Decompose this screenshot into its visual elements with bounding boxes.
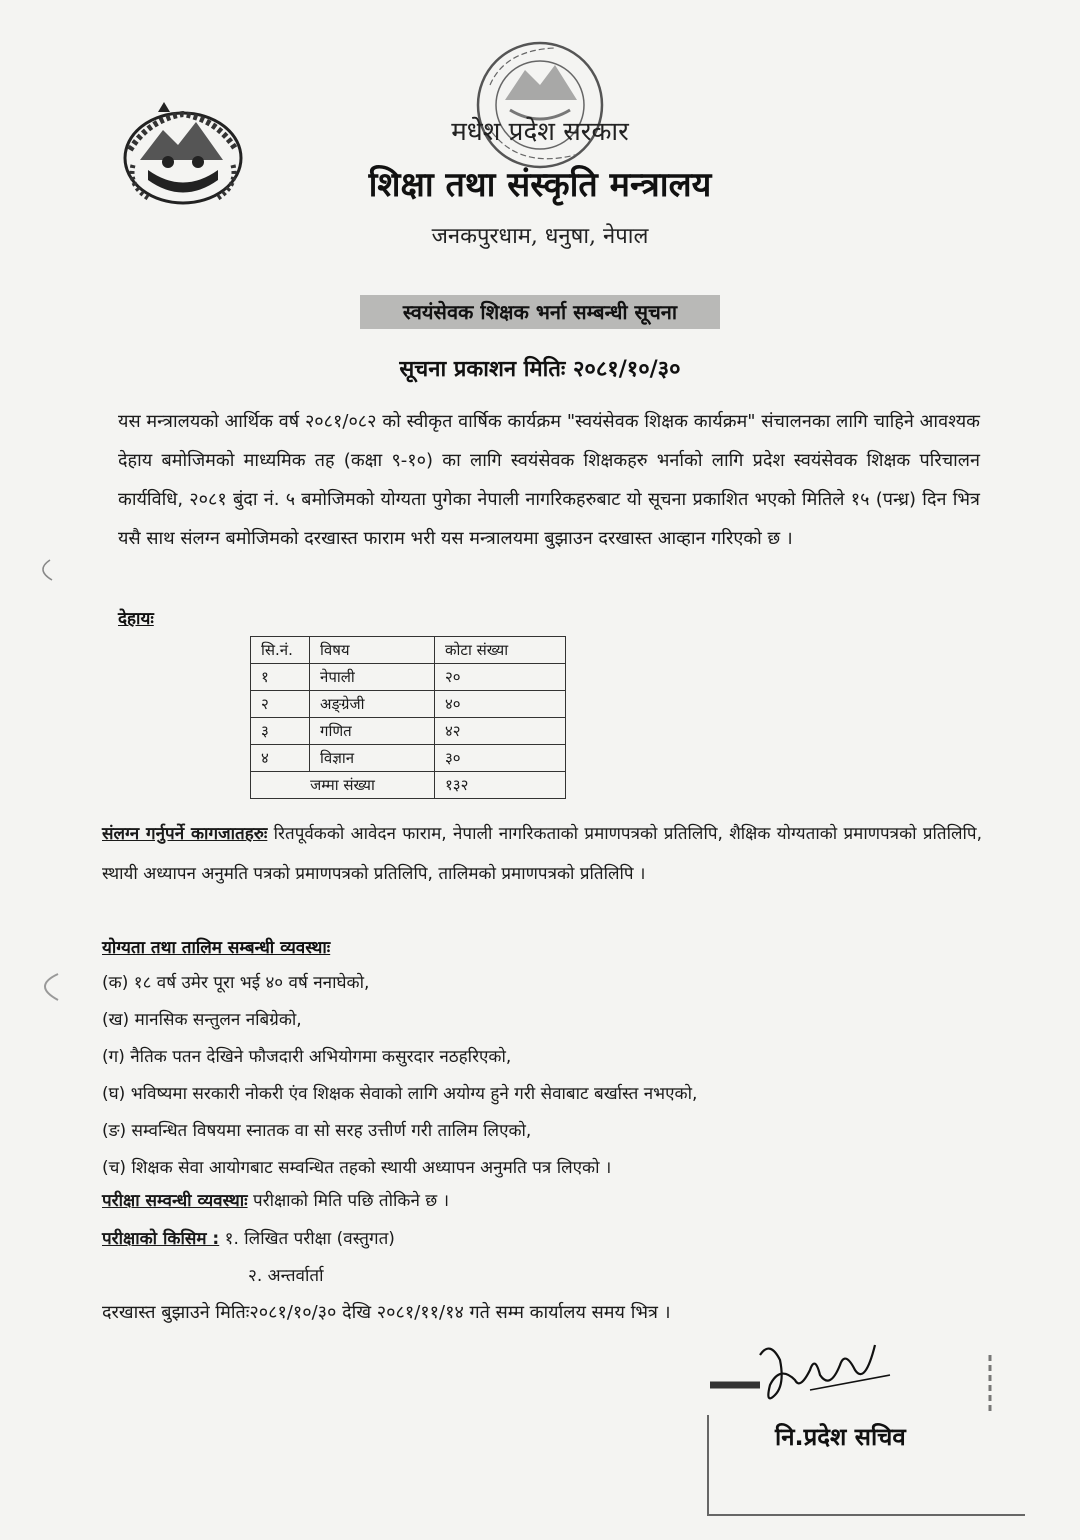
list-item: (क) १८ वर्ष उमेर पूरा भई ४० वर्ष ननाघेको,	[102, 973, 370, 993]
notice-title: स्वयंसेवक शिक्षक भर्ना सम्बन्धी सूचना	[360, 295, 720, 329]
row-subject: अङ्ग्रेजी	[310, 691, 435, 718]
row-subject: नेपाली	[310, 664, 435, 691]
exam-type-second: २. अन्तर्वार्ता	[248, 1266, 324, 1286]
quota-table	[250, 636, 566, 799]
signatory-title: नि.प्रदेश सचिव	[775, 1423, 906, 1451]
punch-hole-mark-icon	[28, 968, 68, 1008]
table-header-row	[251, 637, 566, 664]
documents-label: संलग्न गर्नुपर्ने कागजातहरुः	[102, 824, 268, 844]
row-serial: २	[251, 691, 310, 718]
row-serial: ३	[251, 718, 310, 745]
ministry-stamp-icon	[455, 30, 625, 180]
total-value: १३२	[435, 772, 566, 799]
details-label: देहायः	[118, 609, 154, 629]
row-quota: २०	[435, 664, 566, 691]
list-item: (ख) मानसिक सन्तुलन नबिग्रेको,	[102, 1010, 302, 1030]
submission-date: दरखास्त बुझाउने मितिः२०८१/१०/३० देखि २०८१/११/१४ गते सम्म कार्यालय समय भित्र ।	[102, 1302, 671, 1323]
table-row	[251, 691, 566, 718]
publication-date: सूचना प्रकाशन मितिः २०८१/१०/३०	[399, 357, 681, 382]
row-subject: गणित	[310, 718, 435, 745]
table-row	[251, 664, 566, 691]
qualifications-list	[102, 965, 982, 1187]
qualifications-label: योग्यता तथा तालिम सम्बन्धी व्यवस्थाः	[102, 938, 331, 958]
row-quota: ४०	[435, 691, 566, 718]
table-row	[251, 745, 566, 772]
exam-arrangement-label: परीक्षा सम्वन्धी व्यवस्थाः	[102, 1191, 248, 1211]
documents-text: रितपूर्वकको आवेदन फाराम, नेपाली नागरिकताको प्रमाणपत्रको प्रतिलिपि, शैक्षिक योग्यताको प्रमाणपत्रको प्रतिलिपि, स्थायी अध्यापन अनुमति पत्रको प्रमाणपत्रको प्रतिलिपि, तालिमको प्रमाणपत्रको प्रतिलिपि ।	[102, 824, 982, 884]
row-quota: ३०	[435, 745, 566, 772]
intro-paragraph: यस मन्त्रालयको आर्थिक वर्ष २०८१/०८२ को स्वीकृत वार्षिक कार्यक्रम "स्वयंसेवक शिक्षक कार्यक्रम" संचालनका लागि चाहिने आवश्यक देहाय बमोजिमको माध्यमिक तह (कक्षा ९-१०) का लागि स्वयंसेवक शिक्षकहरु भर्नाको लागि प्रदेश स्वयंसेवक शिक्षक परिचालन कार्यविधि, २०८१ बुंदा नं. ५ बमोजिमको योग्यता पुगेका नेपाली नागरिकहरुबाट यो सूचना प्रकाशित भएको मितिले १५ (पन्ध्र) दिन भित्र यसै साथ संलग्न बमोजिमको दरखास्त फाराम भरी यस मन्त्रालयमा बुझाउन दरखास्त आव्हान गरिएको छ ।	[118, 411, 980, 549]
table-row	[251, 718, 566, 745]
header-quota: कोटा संख्या	[435, 637, 566, 664]
total-label: जम्मा संख्या	[251, 772, 435, 799]
row-serial: १	[251, 664, 310, 691]
signature-icon	[750, 1335, 900, 1415]
exam-arrangement-text: परीक्षाको मिति पछि तोकिने छ ।	[252, 1191, 450, 1211]
ministry-address: जनकपुरधाम, धनुषा, नेपाल	[431, 224, 649, 249]
documents-section	[102, 814, 982, 894]
exam-type-row	[102, 1226, 395, 1249]
ministry-name: शिक्षा तथा संस्कृति मन्त्रालय	[368, 165, 712, 205]
exam-type-label: परीक्षाको किसिम :	[102, 1229, 220, 1249]
exam-type-first: १. लिखित परीक्षा (वस्तुगत)	[224, 1229, 395, 1249]
row-quota: ४२	[435, 718, 566, 745]
list-item: (ग) नैतिक पतन देखिने फौजदारी अभियोगमा कसुरदार नठहरिएको,	[102, 1047, 512, 1067]
list-item: (च) शिक्षक सेवा आयोगबाट सम्वन्धित तहको स्थायी अध्यापन अनुमति पत्र लिएको ।	[102, 1158, 612, 1178]
list-item: (ङ) सम्वन्धित विषयमा स्नातक वा सो सरह उत्तीर्ण गरी तालिम लिएको,	[102, 1121, 532, 1141]
government-name: मधेश प्रदेश सरकार	[451, 117, 629, 147]
row-subject: विज्ञान	[310, 745, 435, 772]
header-subject: विषय	[310, 637, 435, 664]
row-serial: ४	[251, 745, 310, 772]
header-serial: सि.नं.	[251, 637, 310, 664]
exam-arrangement-row	[102, 1188, 449, 1211]
punch-hole-mark-icon	[30, 555, 60, 585]
table-total-row	[251, 772, 566, 799]
list-item: (घ) भविष्यमा सरकारी नोकरी एंव शिक्षक सेवाको लागि अयोग्य हुने गरी सेवाबाट बर्खास्त नभएको,	[102, 1084, 698, 1104]
